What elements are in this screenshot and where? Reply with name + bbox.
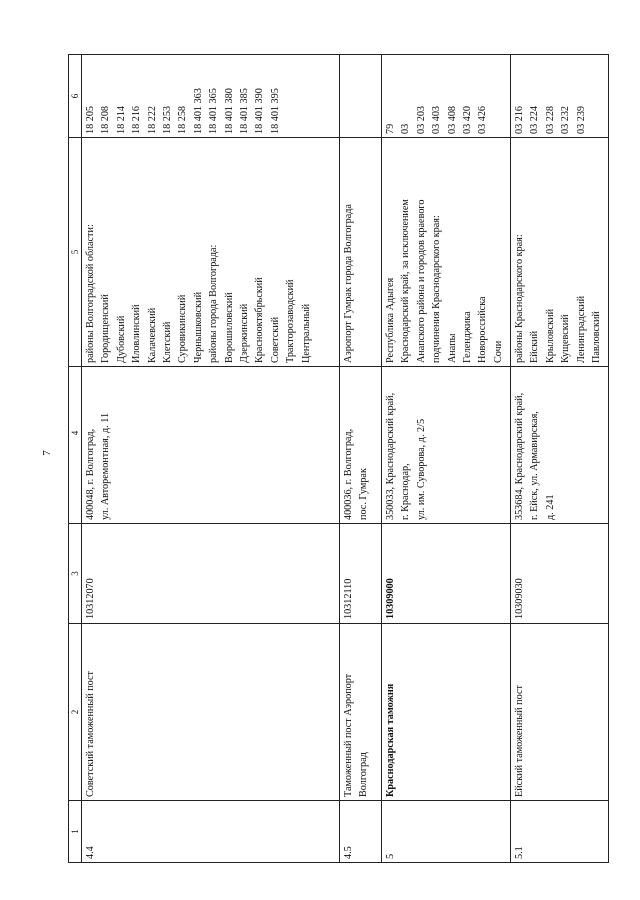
line: Советский: [269, 316, 281, 363]
line: 18 401 395: [269, 88, 281, 134]
okato-codes: [340, 55, 382, 138]
region-list: [382, 138, 511, 367]
table-row: [511, 55, 609, 863]
region-list: [511, 138, 609, 367]
line: 18 401 363: [192, 88, 204, 134]
post-code: 10309000: [382, 524, 511, 624]
post-address: [82, 367, 340, 524]
region-list: [82, 138, 340, 367]
line: 400036, г. Волгоград,: [343, 428, 354, 520]
line: 400048, г. Волгоград,: [85, 428, 96, 520]
line: Клетский: [162, 321, 174, 363]
line: Чернышковский: [192, 291, 204, 363]
line: Суровикинский: [177, 294, 189, 363]
col-header-5: 5: [69, 138, 82, 367]
line: Дубовский: [115, 315, 127, 363]
okato-codes: [511, 55, 609, 138]
line: ул. Авторемонтная, д. 11: [100, 412, 112, 520]
line: Городищенский: [100, 294, 112, 363]
col-header-1: 1: [69, 801, 82, 863]
line: Дзержинский: [239, 303, 251, 363]
line: Волгоград: [358, 752, 370, 797]
col-header-4: 4: [69, 367, 82, 524]
line: Геленджика: [462, 311, 474, 363]
region-list: [340, 138, 382, 367]
line: 03 216: [514, 105, 525, 134]
post-address: [511, 367, 609, 524]
post-name: [382, 624, 511, 801]
col-header-2: 2: [69, 624, 82, 801]
line: Таможенный пост Аэропорт: [343, 673, 354, 797]
line: ул. им. Суворова, д. 2/5: [415, 418, 427, 520]
line: Тракторозаводский: [285, 279, 297, 363]
line: 18 258: [177, 105, 189, 134]
line: Ейский таможенный пост: [514, 685, 525, 797]
line: 03 232: [560, 105, 572, 134]
line: 03 239: [575, 105, 587, 134]
line: Советский таможенный пост: [85, 671, 96, 797]
line: Крыловский: [544, 308, 556, 363]
line: 18 208: [100, 105, 112, 134]
line: 03 420: [462, 105, 474, 134]
header-row: [69, 55, 82, 863]
line: Центральный: [300, 303, 312, 363]
line: 18 401 380: [223, 88, 235, 134]
line: Анапского района и городов краевого: [415, 199, 427, 363]
line: районы города Волгограда:: [208, 244, 220, 363]
line: 18 401 385: [239, 88, 251, 134]
line: Республика Адыгея: [385, 277, 396, 363]
post-name: [340, 624, 382, 801]
line: 03 403: [431, 105, 443, 134]
row-number: 5: [382, 801, 511, 863]
line: Иловлинский: [131, 304, 143, 363]
line: 18 205: [85, 105, 96, 134]
line: 18 401 365: [208, 88, 220, 134]
line: районы Волгоградской области:: [85, 224, 96, 363]
line: 18 214: [115, 105, 127, 134]
table-row: [382, 55, 511, 863]
line: 03 426: [477, 105, 489, 134]
line: 18 216: [131, 105, 143, 134]
line: Краснооктябрьский: [254, 277, 266, 363]
line: Ворошиловский: [223, 292, 235, 363]
customs-table: [68, 54, 609, 863]
line: Новороссийска: [477, 296, 489, 363]
post-code: 10312070: [82, 524, 340, 624]
row-number: 5.1: [511, 801, 609, 863]
table-row: [340, 55, 382, 863]
line: 18 401 390: [254, 88, 266, 134]
line: д. 241: [544, 494, 556, 520]
rotated-table-wrapper: [68, 55, 603, 863]
page-number: 7: [41, 450, 53, 456]
post-code: 10312110: [340, 524, 382, 624]
line: г. Ейск, ул. Армавирская,: [529, 411, 541, 520]
line: подчинения Краснодарского края:: [431, 215, 443, 363]
line: пос. Гумрак: [358, 468, 370, 520]
okato-codes: [82, 55, 340, 138]
line: 03 228: [544, 105, 556, 134]
post-address: [340, 367, 382, 524]
post-name: [511, 624, 609, 801]
line: г. Краснодар,: [400, 463, 412, 520]
line: Ейский: [529, 330, 541, 363]
row-number: 4.5: [340, 801, 382, 863]
line: Анапы: [446, 333, 458, 363]
row-number: 4.4: [82, 801, 340, 863]
post-name: [82, 624, 340, 801]
post-address: [382, 367, 511, 524]
line: 03: [400, 123, 412, 134]
line: Аэропорт Гумрак города Волгограда: [343, 204, 354, 363]
table-row: [82, 55, 340, 863]
line: Калачевский: [146, 307, 158, 363]
okato-codes: [382, 55, 511, 138]
line: 03 203: [415, 105, 427, 134]
col-header-3: 3: [69, 524, 82, 624]
line: 18 222: [146, 105, 158, 134]
post-code: 10309030: [511, 524, 609, 624]
line: 03 408: [446, 105, 458, 134]
line: районы Краснодарского края:: [514, 234, 525, 363]
line: Сочи: [492, 340, 504, 363]
line: 03 224: [529, 105, 541, 134]
col-header-6: 6: [69, 55, 82, 138]
line: Кущевский: [560, 314, 572, 363]
line: 79: [385, 123, 396, 134]
line: Краснодарский край, за исключением: [400, 199, 412, 363]
line: Ленинградский: [575, 295, 587, 363]
line: Краснодарская таможня: [385, 683, 396, 797]
line: Павловский: [591, 311, 603, 363]
line: 18 253: [162, 105, 174, 134]
line: 353684, Краснодарский край,: [514, 392, 525, 520]
line: 350033, Краснодарский край,: [385, 392, 396, 520]
